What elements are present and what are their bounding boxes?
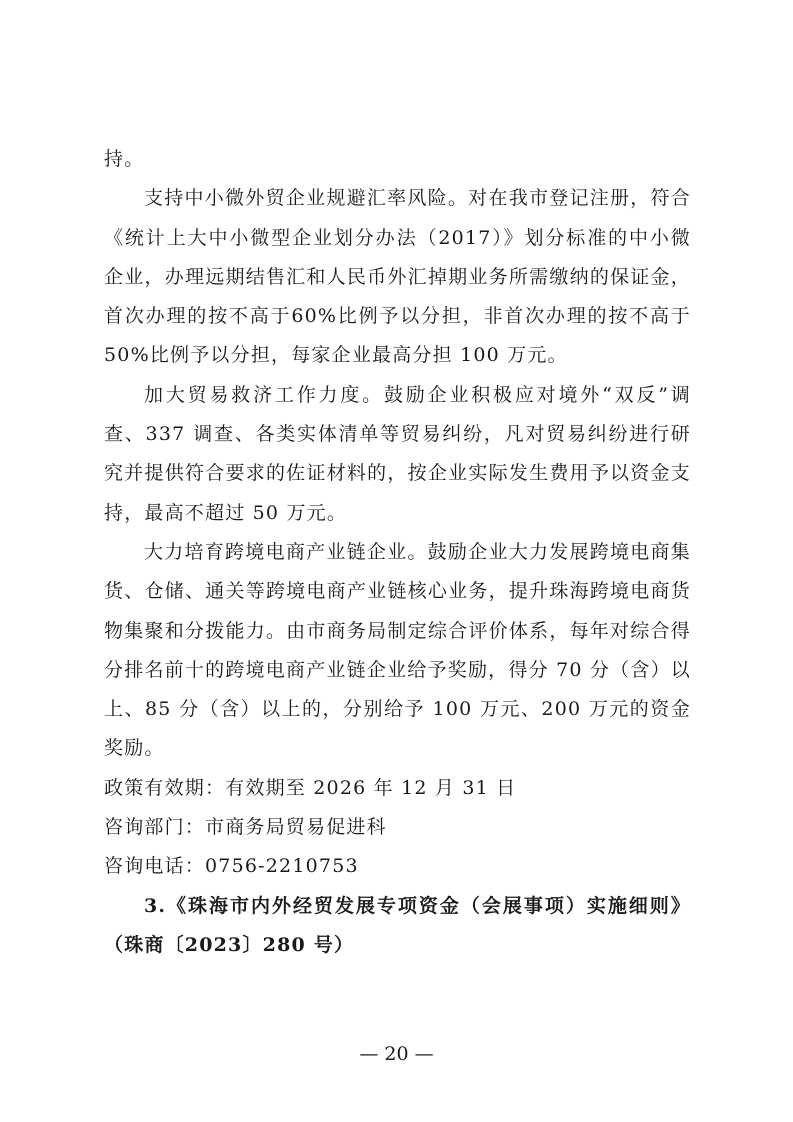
paragraph-cross-border-ecommerce: 大力培育跨境电商产业链企业。鼓励企业大力发展跨境电商集货、仓储、通关等跨境电商产业链核心业务，提升珠海跨境电商货物集聚和分拨能力。由市商务局制定综合评价体系，每年对综合得分排名前十的跨境电商产业链企业给予奖励，得分 70 分（含）以上、85 分（含）以上的，分别给予 100 万元、200 万元的资金奖励。 [104,540,691,760]
policy-validity: 政策有效期：有效期至 2026 年 12 月 31 日 [104,776,517,799]
paragraph-exchange-rate-risk: 支持中小微外贸企业规避汇率风险。对在我市登记注册，符合《统计上大中小微型企业划分办法（2017）》划分标准的中小微企业，办理远期结售汇和人民币外汇掉期业务所需缴纳的保证金，首次办理的按不高于60%比例予以分担，非首次办理的按不高于 50%比例予以分担，每家企业最高分担 100 万元。 [104,187,691,367]
continuation-text: 持。 [104,148,145,170]
consult-phone: 咨询电话：0756-2210753 [104,855,359,878]
consult-department: 咨询部门：市商务局贸易促进科 [104,816,387,839]
policy-item-title: 3.《珠海市内外经贸发展专项资金（会展事项）实施细则》（珠商〔2023〕280 号） [104,894,691,956]
paragraph-trade-remedy: 加大贸易救济工作力度。鼓励企业积极应对境外“双反”调查、337 调查、各类实体清单等贸易纠纷，凡对贸易纠纷进行研究并提供符合要求的佐证材料的，按企业实际发生费用予以资金支持，最高不超过 50 万元。 [104,383,691,524]
page-number: — 20 — [359,1043,434,1065]
document-body [104,140,691,965]
